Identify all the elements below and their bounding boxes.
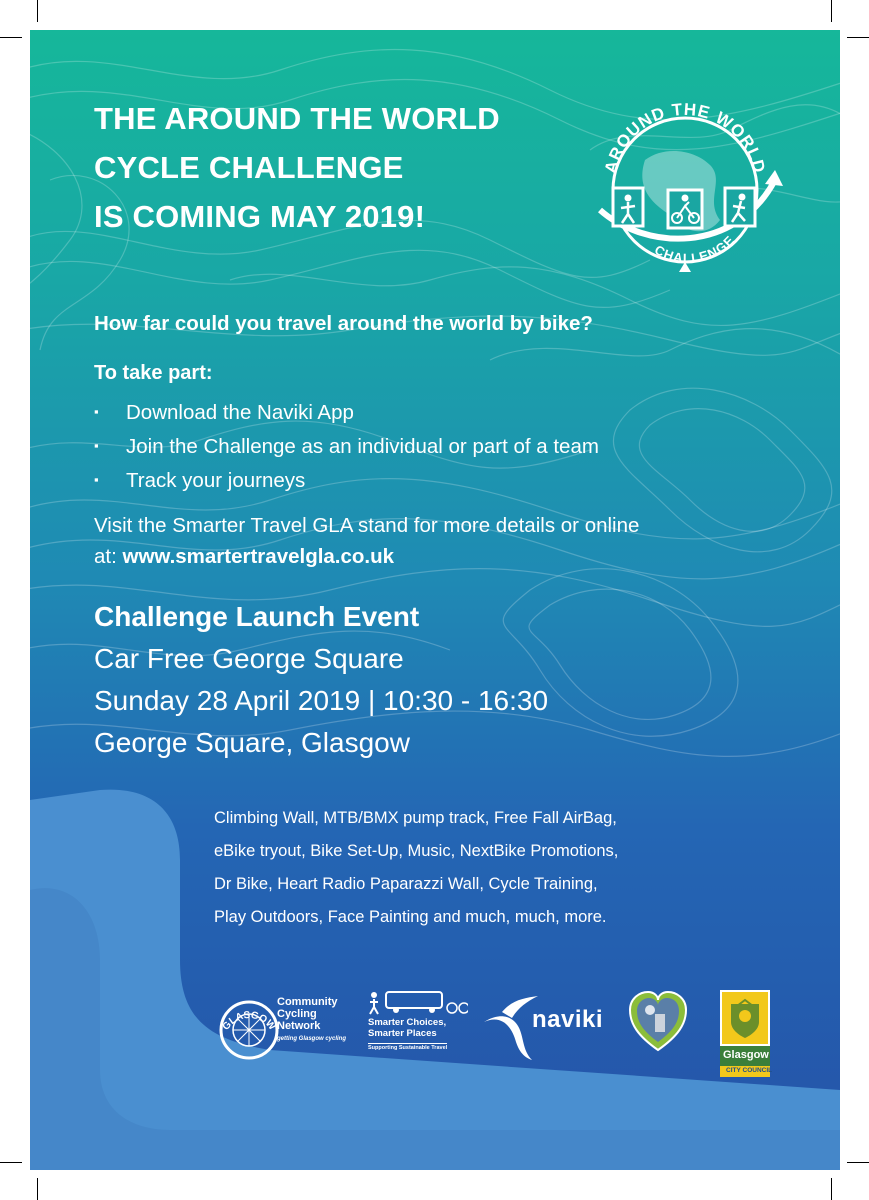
bullet-icon: ▪ xyxy=(94,438,99,453)
crop-mark xyxy=(37,1178,38,1200)
ccn-name-line: Cycling xyxy=(277,1008,317,1020)
heart-badge-logo xyxy=(628,990,688,1054)
list-item-text: Join the Challenge as an individual or part of a team xyxy=(126,435,599,458)
smarter-choices-tagline: Supporting Sustainable Travel xyxy=(368,1045,448,1051)
list-item xyxy=(94,463,599,497)
crop-mark xyxy=(831,1178,832,1200)
ccn-name-line: Community xyxy=(277,996,338,1008)
event-name: Car Free George Square xyxy=(94,643,404,674)
ccn-ring-text: GLASGOW xyxy=(220,1009,278,1033)
smarter-choices-logo xyxy=(368,990,478,1050)
council-name: Glasgow xyxy=(723,1049,769,1061)
crop-mark xyxy=(37,0,38,22)
crest-icon xyxy=(727,998,763,1040)
smarter-choices-line: Smarter Choices, xyxy=(368,1017,447,1028)
crop-mark xyxy=(847,37,869,38)
around-the-world-badge xyxy=(585,90,785,280)
list-item-text: Download the Naviki App xyxy=(126,401,354,424)
poster xyxy=(30,30,840,1170)
transport-icon xyxy=(368,990,468,1016)
list-item xyxy=(94,395,599,429)
event-details xyxy=(94,596,548,764)
smarter-choices-line: Smarter Places xyxy=(368,1028,437,1039)
cyclist-icon xyxy=(668,190,702,228)
activities-line: Play Outdoors, Face Painting and much, much, more. xyxy=(214,908,607,926)
community-cycling-network-logo xyxy=(215,996,350,1066)
council-subtitle: CITY COUNCIL xyxy=(726,1067,773,1074)
activities-list xyxy=(214,802,618,934)
question-heading: How far could you travel around the world by bike? xyxy=(94,312,593,335)
crop-mark xyxy=(831,0,832,22)
headline-line: CYCLE CHALLENGE xyxy=(94,150,404,185)
take-part-heading: To take part: xyxy=(94,362,213,384)
visit-prefix: at: xyxy=(94,545,123,568)
running-person-icon xyxy=(725,188,755,226)
headline xyxy=(94,94,500,241)
crop-mark xyxy=(0,1162,22,1163)
activities-line: Dr Bike, Heart Radio Paparazzi Wall, Cycle Training, xyxy=(214,875,598,893)
bullet-icon: ▪ xyxy=(94,404,99,419)
list-item-text: Track your journeys xyxy=(126,469,306,492)
council-crest xyxy=(720,990,770,1046)
activities-line: Climbing Wall, MTB/BMX pump track, Free Fall AirBag, xyxy=(214,809,617,827)
headline-line: THE AROUND THE WORLD xyxy=(94,101,500,136)
website-link[interactable]: www.smartertravelgla.co.uk xyxy=(122,545,395,568)
event-title: Challenge Launch Event xyxy=(94,601,420,632)
badge-top-text: AROUND THE WORLD xyxy=(600,99,770,176)
visit-line: Visit the Smarter Travel GLA stand for more details or online xyxy=(94,514,640,537)
take-part-list xyxy=(94,395,599,497)
ccn-tagline: getting Glasgow cycling xyxy=(277,1036,347,1042)
naviki-wordmark: naviki xyxy=(532,1006,604,1033)
visit-url-line xyxy=(94,541,639,572)
headline-line: IS COMING MAY 2019! xyxy=(94,199,426,234)
walking-person-icon xyxy=(613,188,643,226)
glasgow-city-council-logo xyxy=(720,990,773,1080)
crop-mark xyxy=(847,1162,869,1163)
event-datetime: Sunday 28 April 2019 | 10:30 - 16:30 xyxy=(94,685,549,716)
crop-mark xyxy=(0,37,22,38)
event-location: George Square, Glasgow xyxy=(94,727,410,758)
badge-bottom-text: CHALLENGE xyxy=(652,232,738,266)
bike-wheel-icon xyxy=(215,996,283,1064)
visit-info xyxy=(94,510,639,572)
ccn-name-line: Network xyxy=(277,1020,321,1032)
activities-line: eBike tryout, Bike Set-Up, Music, NextBike Promotions, xyxy=(214,842,619,860)
bullet-icon: ▪ xyxy=(94,472,99,487)
naviki-logo xyxy=(482,992,612,1062)
list-item xyxy=(94,429,599,463)
